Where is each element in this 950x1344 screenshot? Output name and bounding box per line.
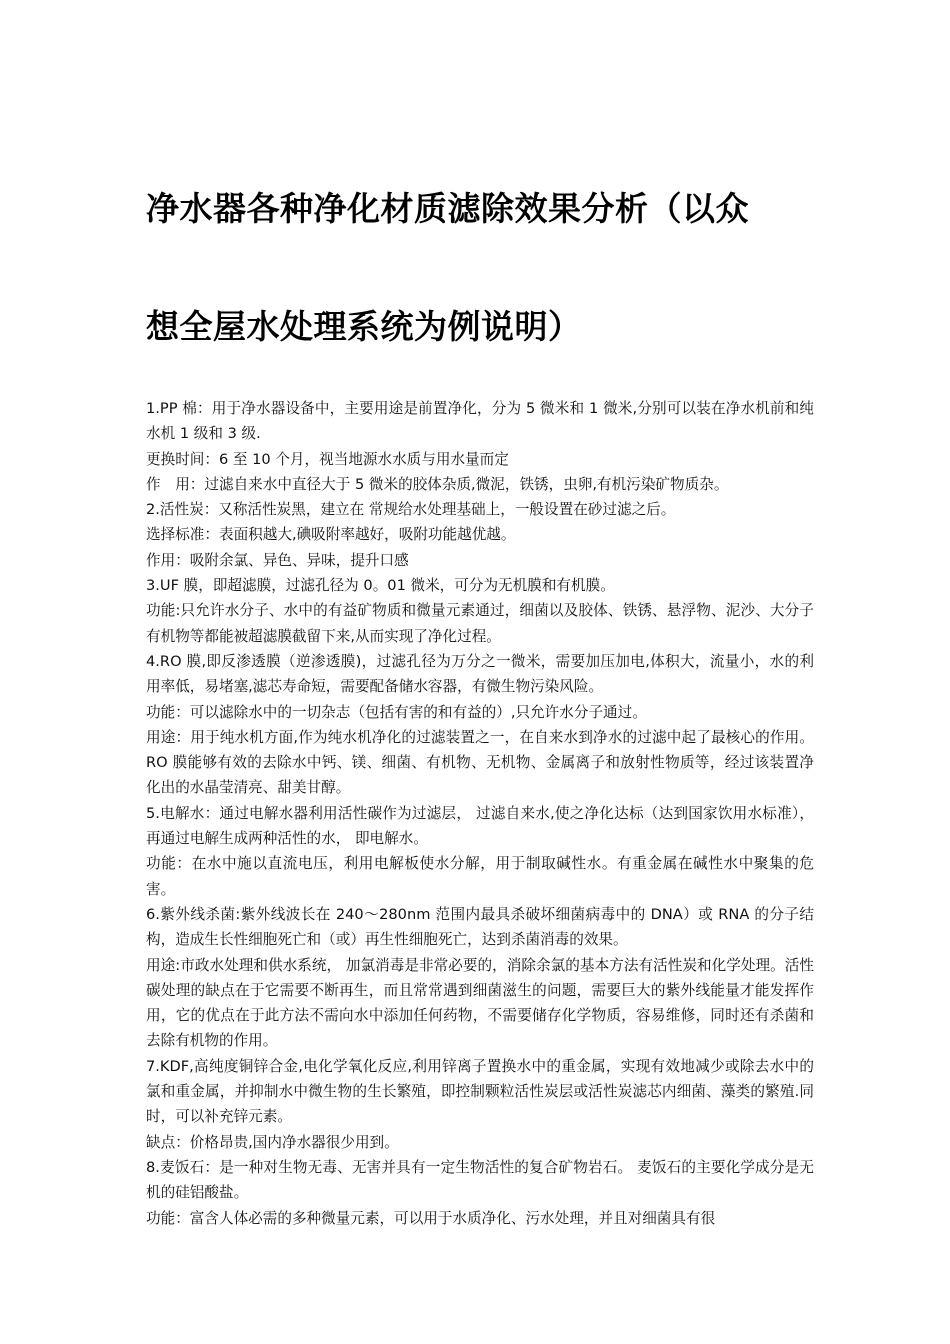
paragraph: 功能：在水中施以直流电压，利用电解板使水分解，用于制取碱性水。有重金属在碱性水中聚集的危害。 [146, 855, 814, 898]
paragraph: 功能:只允许水分子、水中的有益矿物质和微量元素通过，细菌以及胶体、铁锈、悬浮物、泥沙、大分子有机物等都能被超滤膜截留下来,从而实现了净化过程。 [146, 602, 814, 645]
paragraph-electrolyzed-water: 5.电解水：通过电解水器利用活性碳作为过滤层， 过滤自来水,使之净化达标（达到国家饮用水标准）， 再通过电解生成两种活性的水， 即电解水。 [146, 804, 814, 848]
paragraph: 缺点：价格昂贵,国内净水器很少用到。 [146, 1133, 399, 1151]
paragraph-activated-carbon: 2.活性炭：又称活性炭黑，建立在 常规给水处理基础上，一般设置在砂过滤之后。 [146, 501, 676, 519]
paragraph-ro-membrane: 4.RO 膜,即反渗透膜（逆渗透膜)，过滤孔径为万分之一微米，需要加压加电,体积大，流量小，水的利用率低，易堵塞,滤芯寿命短，需要配备储水容器，有微生物污染风险。 [146, 652, 814, 696]
paragraph: 作 用：过滤自来水中直径大于 5 微米的胶体杂质,微泥，铁锈，虫卵,有机污染矿物质杂。 [146, 475, 729, 493]
paragraph: 更换时间：6 至 10 个月，视当地源水水质与用水量而定 [146, 450, 509, 468]
document-body [146, 396, 814, 1231]
paragraph-pp-cotton: 1.PP 棉：用于净水器设备中，主要用途是前置净化，分为 5 微米和 1 微米,分别可以装在净水机前和纯水机 1 级和 3 级. [146, 400, 814, 443]
paragraph: 功能：可以滤除水中的一切杂志（包括有害的和有益的）,只允许水分子通过。 [146, 703, 647, 721]
paragraph: 选择标准：表面积越大,碘吸附率越好，吸附功能越优越。 [146, 526, 516, 544]
paragraph-uf-membrane: 3.UF 膜，即超滤膜，过滤孔径为 0。01 微米，可分为无机膜和有机膜。 [146, 577, 615, 595]
paragraph: 功能：富含人体必需的多种微量元素，可以用于水质净化、污水处理，并且对细菌具有很 [146, 1209, 716, 1227]
paragraph: 用途：用于纯水机方面,作为纯水机净化的过滤装置之一，在自来水到净水的过滤中起了最核心的作用。RO 膜能够有效的去除水中钙、镁、细菌、有机物、无机物、金属离子和放射性物质等，经过该装置净化出的水晶莹清亮、甜美甘醇。 [146, 728, 814, 797]
paragraph-maifan-stone: 8.麦饭石：是一种对生物无毒、无害并具有一定生物活性的复合矿物岩石。 麦饭石的主要化学成分是无机的硅铝酸盐。 [146, 1158, 814, 1202]
paragraph: 用途:市政水处理和供水系统， 加氯消毒是非常必要的，消除余氯的基本方法有活性炭和化学处理。活性碳处理的缺点在于它需要不断再生，而且常常遇到细菌滋生的问题，需要巨大的紫外线能量才能发挥作用，它的优点在于此方法不需向水中添加任何药物，不需要储存化学物质，容易维修，同时还有杀菌和去除有机物的作用。 [146, 956, 814, 1050]
paragraph: 作用：吸附余氯、异色、异味，提升口感 [146, 551, 409, 569]
paragraph-kdf: 7.KDF,高纯度铜锌合金,电化学氧化反应,利用锌离子置换水中的重金属，实现有效地减少或除去水中的氯和重金属，并抑制水中微生物的生长繁殖，即控制颗粒活性炭层或活性炭滤芯内细菌、藻类的繁殖.同时，可以补充锌元素。 [146, 1057, 814, 1126]
paragraph-uv-sterilization: 6.紫外线杀菌:紫外线波长在 240～280nm 范围内最具杀破坏细菌病毒中的 DNA）或 RNA 的分子结构，造成生长性细胞死亡和（或）再生性细胞死亡，达到杀菌消毒的效果。 [146, 905, 814, 949]
title-line-2: 想全屋水处理系统为例说明） [146, 307, 582, 346]
document-title [146, 150, 826, 386]
title-line-1: 净水器各种净化材质滤除效果分析（以众 [146, 189, 749, 228]
